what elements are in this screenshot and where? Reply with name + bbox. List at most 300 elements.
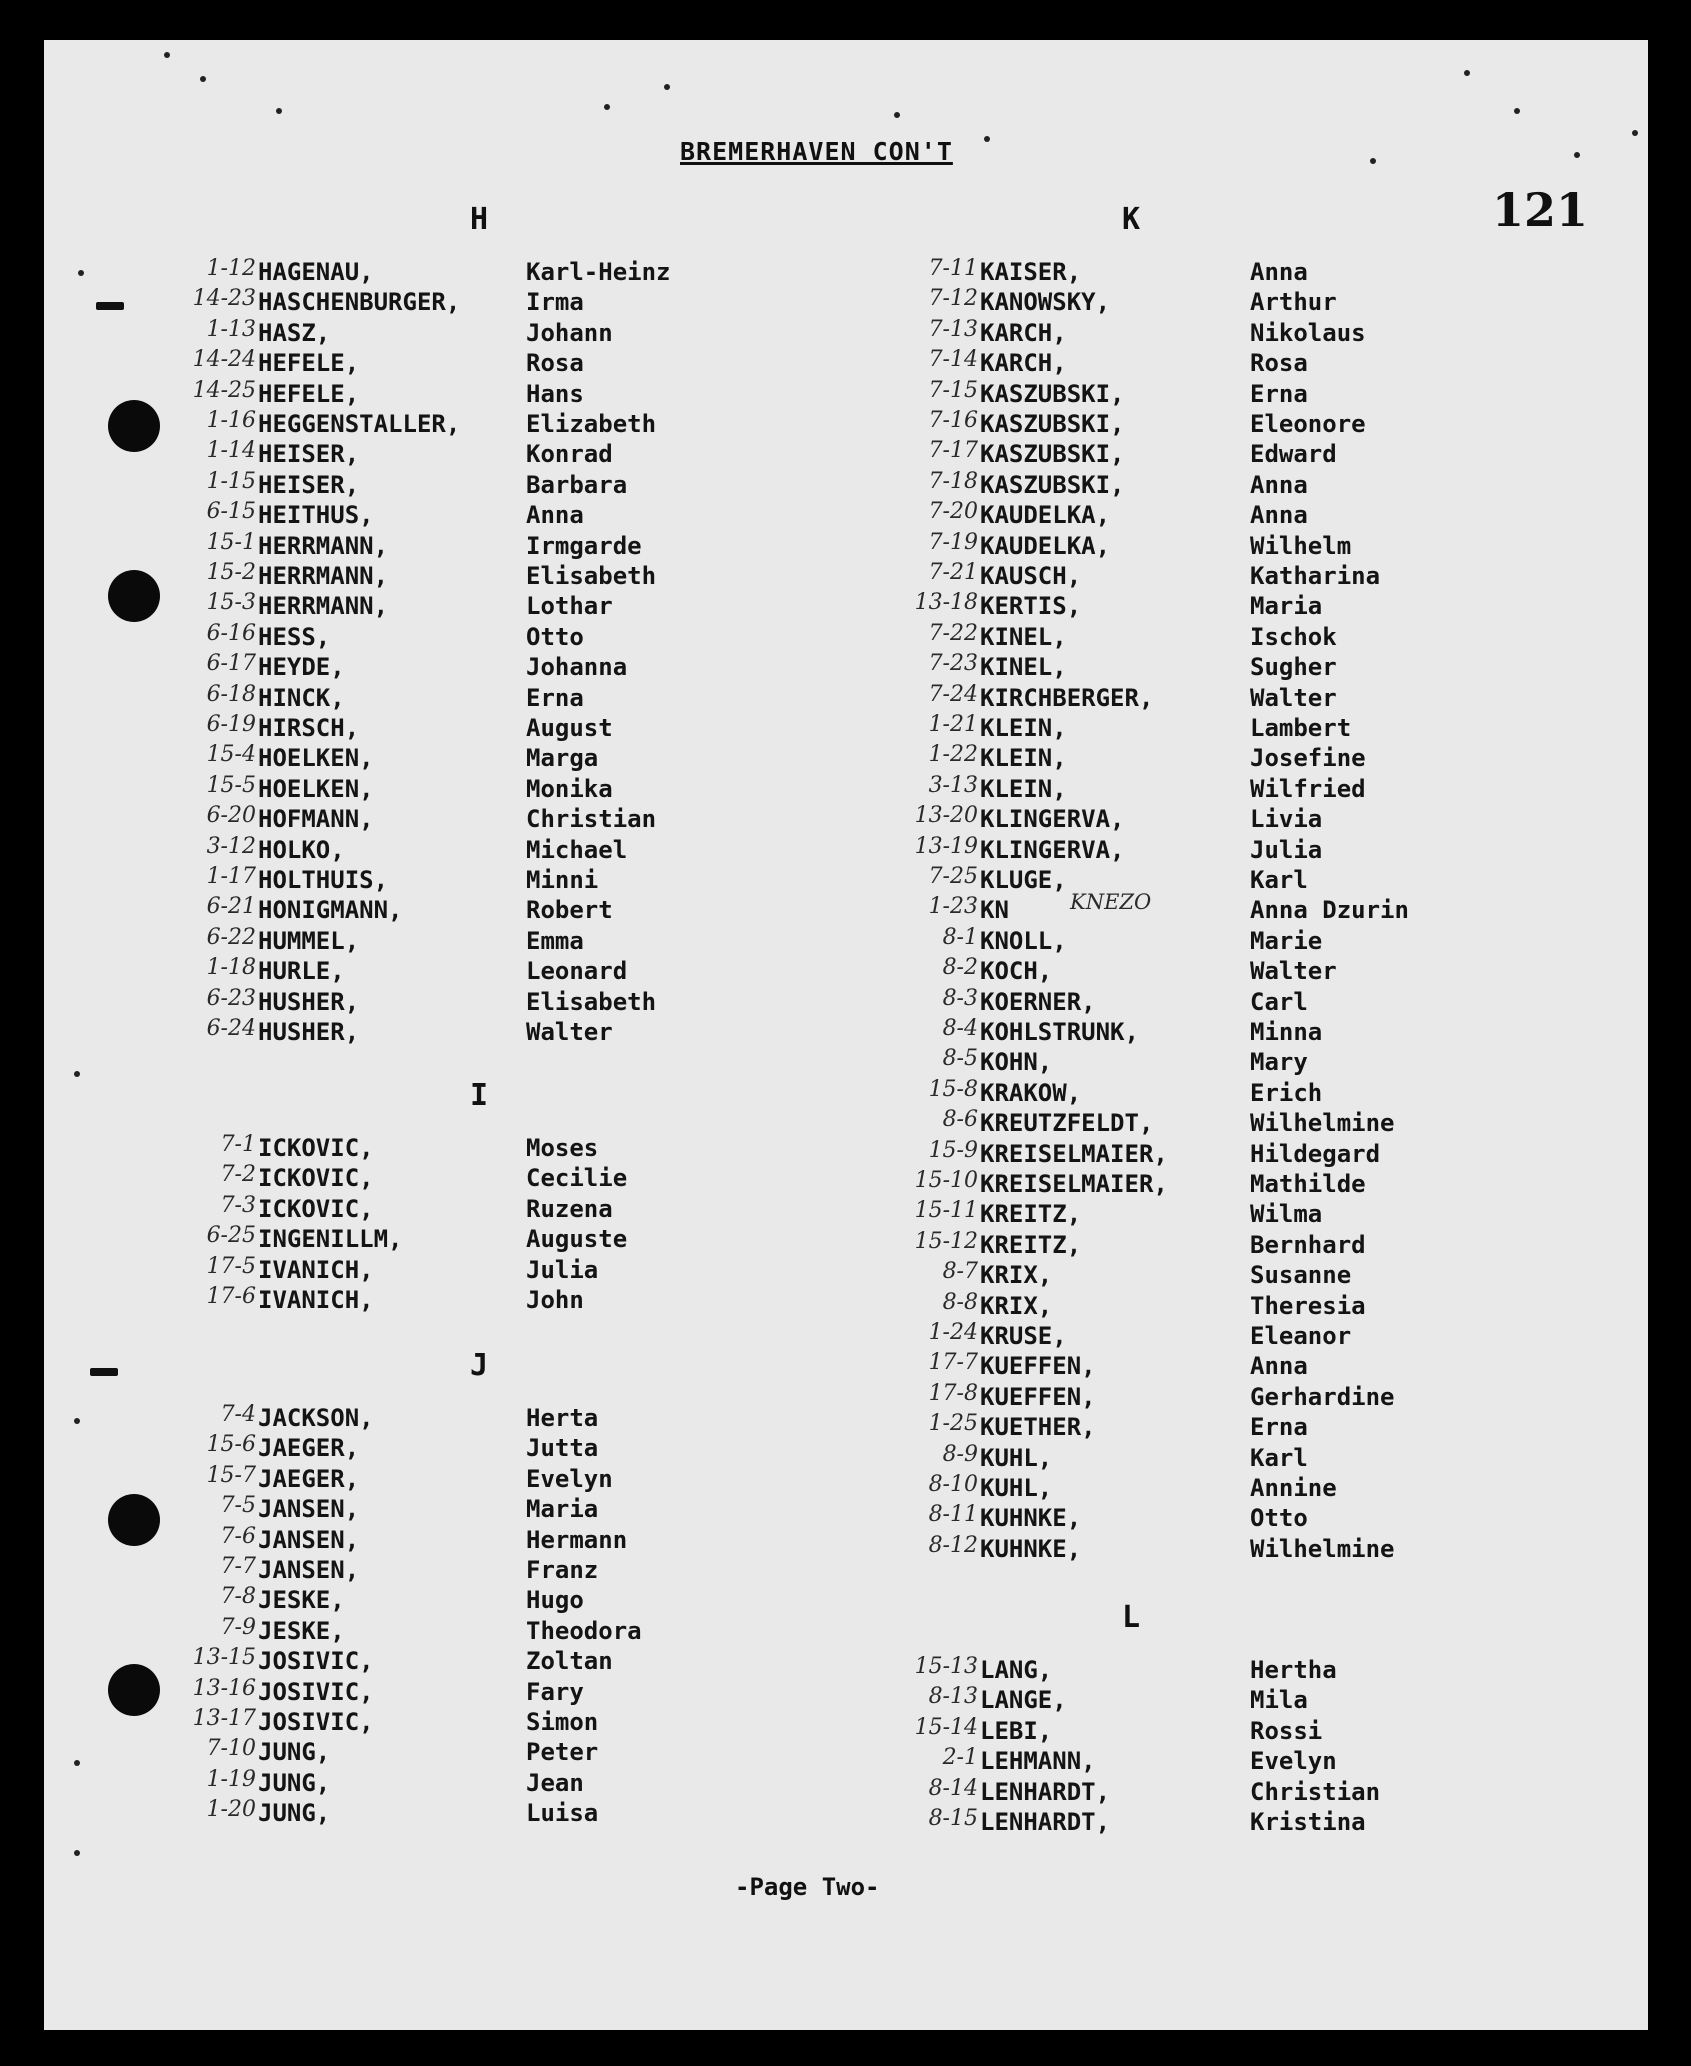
surname: KUEFFEN, — [980, 1352, 1096, 1381]
given-name: Erna — [526, 683, 584, 712]
list-item — [942, 1046, 1400, 1078]
entry-number: 1-14 — [206, 438, 256, 464]
punch-hole — [108, 1664, 160, 1716]
given-name: Zoltan — [526, 1647, 613, 1676]
given-name: Eleonore — [1250, 410, 1366, 438]
entry-number: 1-25 — [928, 1411, 978, 1437]
list-item — [928, 316, 1400, 349]
list-item — [942, 1016, 1400, 1048]
entry-number: 13-17 — [192, 1706, 256, 1731]
list-item — [206, 408, 678, 440]
entry-number: 7-5 — [220, 1493, 256, 1519]
list-item — [206, 468, 678, 501]
list-item — [206, 1462, 678, 1495]
given-name: Carl — [1250, 987, 1308, 1016]
entry-number: 7-21 — [928, 560, 978, 585]
entry-number: 1-22 — [928, 742, 978, 768]
list-item — [928, 1076, 1400, 1109]
section-letter: H — [470, 202, 489, 237]
surname: KRAKOW, — [980, 1078, 1082, 1107]
given-name: Kristina — [1250, 1808, 1366, 1836]
surname: KOERNER, — [980, 987, 1096, 1016]
speck — [78, 270, 84, 276]
surname: JAEGER, — [258, 1434, 360, 1463]
given-name: Eleanor — [1250, 1322, 1352, 1350]
surname: KAISER, — [980, 258, 1082, 286]
speck — [894, 112, 900, 118]
given-name: Simon — [526, 1708, 599, 1736]
entry-number: 15-4 — [206, 742, 256, 768]
surname: KOCH, — [980, 957, 1053, 986]
surname: KINEL, — [980, 622, 1067, 651]
surname: KOHN, — [980, 1048, 1053, 1077]
entry-number: 7-14 — [928, 347, 978, 373]
entry-number: 1-23 — [928, 894, 978, 920]
entry-number: 3-13 — [928, 772, 978, 798]
given-name: Moses — [526, 1134, 599, 1162]
list-item — [928, 1411, 1400, 1443]
entry-number: 8-6 — [942, 1107, 978, 1133]
list-item — [928, 529, 1400, 562]
surname: KUHL, — [980, 1443, 1053, 1472]
surname: KREITZ, — [980, 1200, 1082, 1229]
entry-number: 14-23 — [192, 286, 256, 312]
given-name: Julia — [526, 1255, 599, 1284]
surname: IVANICH, — [258, 1255, 374, 1284]
surname: HEGGENSTALLER, — [258, 410, 461, 438]
entry-number: 1-19 — [206, 1766, 256, 1792]
given-name: Karl-Heinz — [526, 258, 671, 286]
list-item — [206, 955, 678, 987]
given-name: Karl — [1250, 866, 1308, 894]
surname: ICKOVIC, — [258, 1134, 374, 1162]
list-item — [206, 1766, 678, 1799]
surname: HEFELE, — [258, 379, 360, 408]
given-name: Hans — [526, 379, 584, 408]
surname: JACKSON, — [258, 1404, 374, 1432]
surname: HOFMANN, — [258, 805, 374, 834]
given-name: Nikolaus — [1250, 318, 1366, 347]
surname: HOELKEN, — [258, 774, 374, 803]
entry-number: 7-7 — [220, 1554, 256, 1579]
section-letter: L — [1122, 1600, 1141, 1635]
entry-number: 15-10 — [914, 1168, 978, 1193]
entry-number: 7-23 — [928, 651, 978, 677]
entry-number: 7-1 — [220, 1132, 256, 1157]
list-item — [192, 377, 678, 410]
entry-number: 7-10 — [206, 1736, 256, 1762]
given-name: Erna — [1250, 379, 1308, 408]
section-letter: J — [470, 1348, 489, 1383]
list-item — [206, 1016, 678, 1048]
list-item — [220, 1493, 678, 1525]
list-item — [928, 1472, 1400, 1504]
given-name: Rosa — [526, 349, 584, 378]
list-item — [206, 499, 678, 531]
punch-hole — [108, 570, 160, 622]
speck — [74, 1071, 80, 1077]
entry-number: 7-17 — [928, 438, 978, 464]
surname: KREITZ, — [980, 1230, 1082, 1259]
entry-number: 14-24 — [192, 347, 256, 373]
given-name: Mila — [1250, 1686, 1308, 1715]
surname: KUHL, — [980, 1474, 1053, 1502]
given-name: Erna — [1250, 1413, 1308, 1442]
surname: HERRMANN, — [258, 531, 389, 560]
surname: LANG, — [980, 1656, 1053, 1684]
surname: KASZUBSKI, — [980, 379, 1125, 408]
given-name: Evelyn — [1250, 1747, 1337, 1776]
given-name: Elisabeth — [526, 562, 657, 590]
surname: ICKOVIC, — [258, 1164, 374, 1193]
entry-number: 15-1 — [206, 529, 256, 555]
speck — [1464, 70, 1470, 76]
surname: HOELKEN, — [258, 744, 374, 773]
surname: KLEIN, — [980, 744, 1067, 773]
given-name: Konrad — [526, 440, 613, 469]
entry-number: 15-13 — [914, 1654, 978, 1679]
given-name: Rossi — [1250, 1716, 1323, 1745]
given-name: Maria — [526, 1495, 599, 1524]
given-name: August — [526, 714, 613, 742]
entry-number: 17-5 — [206, 1253, 256, 1279]
speck — [74, 1418, 80, 1424]
given-name: Hermann — [526, 1525, 628, 1554]
given-name: Maria — [1250, 592, 1323, 621]
given-name: Anna — [1250, 470, 1308, 499]
list-item — [206, 833, 678, 866]
entry-number: 7-22 — [928, 620, 978, 646]
list-item — [928, 408, 1400, 440]
surname: HOLKO, — [258, 835, 345, 864]
entry-number: 1-18 — [206, 955, 256, 981]
entry-number: 7-20 — [928, 499, 978, 525]
list-item — [942, 985, 1400, 1018]
surname: HURLE, — [258, 957, 345, 986]
given-name: Minna — [1250, 1018, 1323, 1046]
list-item — [942, 955, 1400, 987]
list-item — [928, 1350, 1400, 1382]
entry-number: 15-5 — [206, 772, 256, 798]
surname: HERRMANN, — [258, 592, 389, 621]
list-item — [928, 1775, 1400, 1808]
given-name: Johann — [526, 318, 613, 347]
surname: KINEL, — [980, 653, 1067, 682]
entry-number: 1-12 — [206, 256, 256, 281]
entry-number: 17-6 — [206, 1284, 256, 1309]
entry-number: 2-1 — [942, 1745, 978, 1771]
list-item — [928, 890, 1409, 926]
handwritten-note: KNEZO — [1070, 890, 1152, 915]
list-item — [928, 286, 1400, 318]
entry-number: 8-15 — [928, 1806, 978, 1831]
list-item — [220, 1614, 678, 1647]
entry-number: 6-21 — [206, 894, 256, 920]
given-name: Marie — [1250, 926, 1323, 955]
speck — [200, 76, 206, 82]
given-name: Wilhelmine — [1250, 1534, 1395, 1563]
surname: HAGENAU, — [258, 258, 374, 286]
list-item — [942, 1289, 1400, 1322]
list-item — [206, 438, 678, 470]
entry-number: 8-3 — [942, 985, 978, 1011]
given-name: Josefine — [1250, 744, 1366, 773]
entry-number: 6-19 — [206, 712, 256, 737]
entry-number: 8-8 — [942, 1289, 978, 1315]
surname: LEBI, — [980, 1716, 1053, 1745]
given-name: Anna — [526, 501, 584, 530]
list-item — [192, 286, 678, 318]
entry-number: 7-19 — [928, 529, 978, 555]
surname: KLEIN, — [980, 714, 1067, 742]
speck — [1370, 158, 1376, 164]
given-name: Luisa — [526, 1799, 599, 1828]
given-name: Hertha — [1250, 1656, 1337, 1684]
section-letter: I — [470, 1078, 489, 1113]
given-name: Otto — [526, 622, 584, 651]
surname: HASCHENBURGER, — [258, 288, 461, 317]
entry-number: 1-16 — [206, 408, 256, 433]
entry-number: 15-12 — [914, 1228, 978, 1254]
list-item — [928, 1532, 1400, 1565]
surname: HEFELE, — [258, 349, 360, 378]
surname: HEISER, — [258, 470, 360, 499]
surname: KRUSE, — [980, 1322, 1067, 1350]
given-name: Christian — [526, 805, 657, 834]
list-item — [206, 924, 678, 957]
given-name: Peter — [526, 1738, 599, 1767]
surname: JOSIVIC, — [258, 1708, 374, 1736]
list-item — [206, 651, 678, 683]
speck — [664, 84, 670, 90]
entry-number: 6-16 — [206, 620, 256, 646]
list-item — [914, 1714, 1400, 1747]
given-name: Minni — [526, 866, 599, 894]
given-name: Evelyn — [526, 1464, 613, 1493]
list-item — [928, 742, 1400, 774]
list-item — [206, 1432, 678, 1464]
entry-number: 8-7 — [942, 1259, 978, 1285]
surname: JAEGER, — [258, 1464, 360, 1493]
entry-number: 7-24 — [928, 681, 978, 707]
given-name: Susanne — [1250, 1261, 1352, 1290]
given-name: Wilma — [1250, 1200, 1323, 1229]
given-name: Annine — [1250, 1474, 1337, 1502]
surname: KIRCHBERGER, — [980, 683, 1154, 712]
entry-number: 13-19 — [914, 833, 978, 859]
surname: JUNG, — [258, 1738, 331, 1767]
given-name: Fary — [526, 1677, 584, 1706]
entry-number: 8-4 — [942, 1016, 978, 1041]
entry-number: 15-11 — [914, 1198, 978, 1224]
given-name: Karl — [1250, 1443, 1308, 1472]
list-item — [942, 924, 1400, 957]
surname: KLINGERVA, — [980, 835, 1125, 864]
entry-number: 8-9 — [942, 1441, 978, 1467]
list-item — [192, 1706, 678, 1738]
surname: INGENILLM, — [258, 1225, 403, 1254]
surname: HASZ, — [258, 318, 331, 347]
given-name: Irma — [526, 288, 584, 317]
entry-number: 17-7 — [928, 1350, 978, 1376]
page-footer: -Page Two- — [735, 1873, 880, 1901]
surname: HONIGMANN, — [258, 896, 403, 925]
given-name: Robert — [526, 896, 613, 925]
list-item — [928, 1380, 1400, 1413]
surname: KARCH, — [980, 349, 1067, 378]
list-item — [206, 894, 678, 926]
surname: KASZUBSKI, — [980, 440, 1125, 469]
list-item — [206, 772, 678, 805]
list-item — [928, 499, 1400, 531]
given-name: Otto — [1250, 1504, 1308, 1533]
given-name: Herta — [526, 1404, 599, 1432]
surname: HEYDE, — [258, 653, 345, 682]
given-name: Johanna — [526, 653, 628, 682]
surname: KN — [980, 896, 1009, 925]
given-name: Livia — [1250, 805, 1323, 834]
given-name: Marga — [526, 744, 599, 773]
surname: KRIX, — [980, 1291, 1053, 1320]
given-name: Walter — [526, 1018, 613, 1046]
speck — [74, 1850, 80, 1856]
given-name: Wilhelm — [1250, 531, 1352, 560]
given-name: Arthur — [1250, 288, 1337, 317]
surname: LEHMANN, — [980, 1747, 1096, 1776]
entry-number: 7-3 — [220, 1192, 256, 1218]
entry-number: 6-25 — [206, 1223, 256, 1249]
surname: KLEIN, — [980, 774, 1067, 803]
list-item — [206, 560, 678, 592]
given-name: Anna — [1250, 258, 1308, 286]
surname: KANOWSKY, — [980, 288, 1111, 317]
given-name: Bernhard — [1250, 1230, 1366, 1259]
surname: HUMMEL, — [258, 926, 360, 955]
surname: KUHNKE, — [980, 1504, 1082, 1533]
list-item — [928, 468, 1400, 501]
entry-number: 6-24 — [206, 1016, 256, 1041]
punch-hole — [108, 400, 160, 452]
list-item — [206, 864, 678, 896]
given-name: Monika — [526, 774, 613, 803]
surname: KLUGE, — [980, 866, 1067, 894]
list-item — [914, 833, 1400, 866]
entry-number: 1-13 — [206, 316, 256, 342]
surname: HINCK, — [258, 683, 345, 712]
list-item — [206, 1284, 678, 1316]
surname: KRIX, — [980, 1261, 1053, 1290]
given-name: Jutta — [526, 1434, 599, 1463]
given-name: Mathilde — [1250, 1170, 1366, 1198]
entry-number: 6-23 — [206, 985, 256, 1011]
given-name: Sugher — [1250, 653, 1337, 682]
surname: HESS, — [258, 622, 331, 651]
margin-mark — [96, 302, 124, 310]
list-item — [206, 712, 678, 744]
surname: HERRMANN, — [258, 562, 389, 590]
list-item — [192, 1675, 678, 1708]
entry-number: 1-21 — [928, 712, 978, 737]
list-item — [220, 1554, 678, 1586]
entry-number: 1-17 — [206, 864, 256, 889]
list-item — [928, 1137, 1400, 1170]
list-item — [206, 681, 678, 714]
surname: JESKE, — [258, 1616, 345, 1645]
list-item — [206, 256, 678, 288]
speck — [984, 136, 990, 142]
list-item — [206, 590, 678, 622]
surname: KREISELMAIER, — [980, 1139, 1168, 1168]
entry-number: 7-12 — [928, 286, 978, 312]
entry-number: 7-13 — [928, 316, 978, 342]
surname: LENHARDT, — [980, 1808, 1111, 1836]
given-name: Elisabeth — [526, 987, 657, 1016]
speck — [276, 108, 282, 114]
given-name: Lothar — [526, 592, 613, 621]
surname: LANGE, — [980, 1686, 1067, 1715]
list-item — [220, 1584, 678, 1616]
surname: HEISER, — [258, 440, 360, 469]
surname: KASZUBSKI, — [980, 410, 1125, 438]
given-name: Lambert — [1250, 714, 1352, 742]
list-item — [206, 1223, 678, 1255]
entry-number: 13-15 — [192, 1645, 256, 1671]
entry-number: 8-14 — [928, 1775, 978, 1801]
list-item — [914, 1198, 1400, 1230]
list-item — [928, 712, 1400, 744]
list-item — [914, 1168, 1400, 1200]
entry-number: 1-15 — [206, 468, 256, 494]
entry-number: 7-25 — [928, 864, 978, 889]
list-item — [206, 529, 678, 562]
speck — [604, 104, 610, 110]
given-name: Jean — [526, 1768, 584, 1797]
surname: KUHNKE, — [980, 1534, 1082, 1563]
given-name: Auguste — [526, 1225, 628, 1254]
given-name: Christian — [1250, 1777, 1381, 1806]
entry-number: 14-25 — [192, 377, 256, 403]
list-item — [928, 681, 1400, 714]
entry-number: 15-9 — [928, 1137, 978, 1163]
surname: KAUDELKA, — [980, 531, 1111, 560]
entry-number: 7-18 — [928, 468, 978, 494]
speck — [74, 1760, 80, 1766]
list-item — [942, 1259, 1400, 1291]
entry-number: 13-20 — [914, 803, 978, 829]
list-item — [928, 1684, 1400, 1716]
given-name: Michael — [526, 835, 628, 864]
list-item — [206, 1253, 678, 1286]
list-item — [206, 985, 678, 1018]
given-name: Ruzena — [526, 1194, 613, 1223]
given-name: Emma — [526, 926, 584, 955]
margin-mark — [90, 1368, 118, 1376]
list-item — [914, 1654, 1400, 1686]
surname: KUEFFEN, — [980, 1382, 1096, 1411]
given-name: Elizabeth — [526, 410, 657, 438]
surname: LENHARDT, — [980, 1777, 1111, 1806]
given-name: Theresia — [1250, 1291, 1366, 1320]
list-item — [928, 256, 1400, 288]
entry-number: 7-11 — [928, 256, 978, 281]
entry-number: 7-16 — [928, 408, 978, 433]
entry-number: 8-13 — [928, 1684, 978, 1710]
surname: HOLTHUIS, — [258, 866, 389, 894]
given-name: Julia — [1250, 835, 1323, 864]
surname: KASZUBSKI, — [980, 470, 1125, 499]
document-page — [44, 40, 1648, 2030]
entry-number: 15-14 — [914, 1714, 978, 1740]
